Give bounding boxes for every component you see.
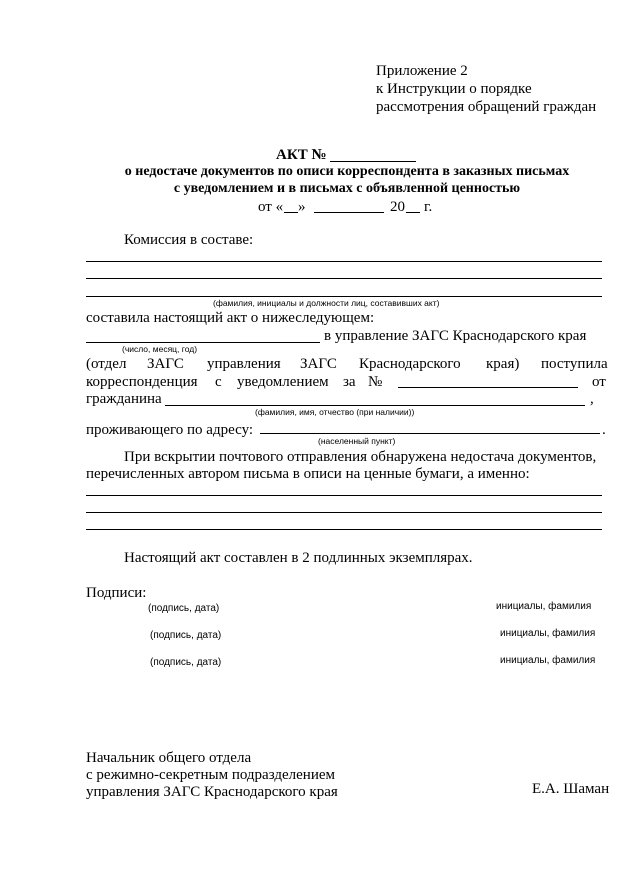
- date-prefix: от «: [258, 199, 284, 215]
- corr-w0: корреспонденция: [86, 374, 198, 390]
- dept-w2: управления: [207, 356, 281, 372]
- footer-line1: Начальник общего отдела: [86, 750, 252, 766]
- commission-line-2: [86, 278, 602, 279]
- copies-text: Настоящий акт составлен в 2 подлинных экземплярах.: [124, 550, 473, 566]
- citizen-comma: ,: [590, 391, 594, 407]
- corr-w4: №: [368, 374, 383, 390]
- date-quote-close: »: [298, 199, 306, 215]
- citizen-label: гражданина: [86, 391, 162, 407]
- footer-line2: с режимно-секретным подразделением: [86, 767, 335, 783]
- initials-slot-1: инициалы, фамилия: [496, 601, 592, 612]
- date-received-line: [86, 342, 320, 343]
- found-line2: перечисленных автором письма в описи на ценные бумаги, а именно:: [86, 466, 530, 482]
- appendix-line1: Приложение 2: [376, 63, 468, 79]
- hint-date: (число, месяц, год): [122, 344, 198, 354]
- hint-place: (населенный пункт): [318, 436, 396, 446]
- act-number-line: [330, 161, 416, 162]
- initials-slot-3: инициалы, фамилия: [500, 655, 596, 666]
- date-month-line: [314, 212, 384, 213]
- corr-w3: за: [343, 374, 356, 390]
- found-line-1: [86, 495, 602, 496]
- dept-w6: поступила: [541, 356, 608, 372]
- footer-name: Е.А. Шаман: [532, 781, 610, 797]
- commission-line-3: [86, 296, 602, 297]
- dept-w1: ЗАГС: [147, 356, 184, 372]
- corr-w1: с: [215, 374, 222, 390]
- dept-w5: края): [486, 356, 520, 372]
- dept-w0: (отдел: [86, 356, 127, 372]
- appendix-line2: к Инструкции о порядке: [376, 81, 532, 97]
- signature-slot-3: (подпись, дата): [150, 657, 222, 668]
- address-period: .: [602, 422, 606, 438]
- signature-slot-1: (подпись, дата): [148, 603, 220, 614]
- found-line-3: [86, 529, 602, 530]
- appendix-line3: рассмотрения обращений граждан: [376, 99, 597, 115]
- act-title: АКТ №: [276, 147, 327, 163]
- corr-from: от: [592, 374, 606, 390]
- initials-slot-2: инициалы, фамилия: [500, 628, 596, 639]
- found-line1: При вскрытии почтового отправления обнаружена недостача документов,: [124, 449, 597, 465]
- dept-w4: Краснодарского: [359, 356, 461, 372]
- commission-line-1: [86, 261, 602, 262]
- corr-w2: уведомлением: [237, 374, 329, 390]
- date-year-prefix: 20: [390, 199, 405, 215]
- act-subtitle-line1: о недостаче документов по описи корреспондента в заказных письмах: [124, 164, 570, 179]
- compiled-text: составила настоящий акт о нижеследующем:: [86, 310, 375, 326]
- date-year-suffix: г.: [424, 199, 433, 215]
- act-subtitle-line2: с уведомлением и в письмах с объявленной ценностью: [173, 181, 521, 196]
- commission-label: Комиссия в составе:: [124, 232, 254, 248]
- corr-number-line: [398, 387, 578, 388]
- address-label: проживающего по адресу:: [86, 422, 254, 438]
- signatures-heading: Подписи:: [86, 585, 147, 601]
- date-year-line: [406, 212, 420, 213]
- signature-slot-2: (подпись, дата): [150, 630, 222, 641]
- office-text: в управление ЗАГС Краснодарского края: [324, 328, 587, 344]
- found-line-2: [86, 512, 602, 513]
- dept-w3: ЗАГС: [300, 356, 337, 372]
- hint-name: (фамилия, имя, отчество (при наличии)): [255, 407, 415, 417]
- hint-commission: (фамилия, инициалы и должности лиц, составивших акт): [213, 298, 440, 308]
- citizen-name-line: [165, 405, 585, 406]
- address-line: [260, 433, 600, 434]
- date-day-line: [284, 212, 298, 213]
- footer-line3: управления ЗАГС Краснодарского края: [86, 784, 338, 800]
